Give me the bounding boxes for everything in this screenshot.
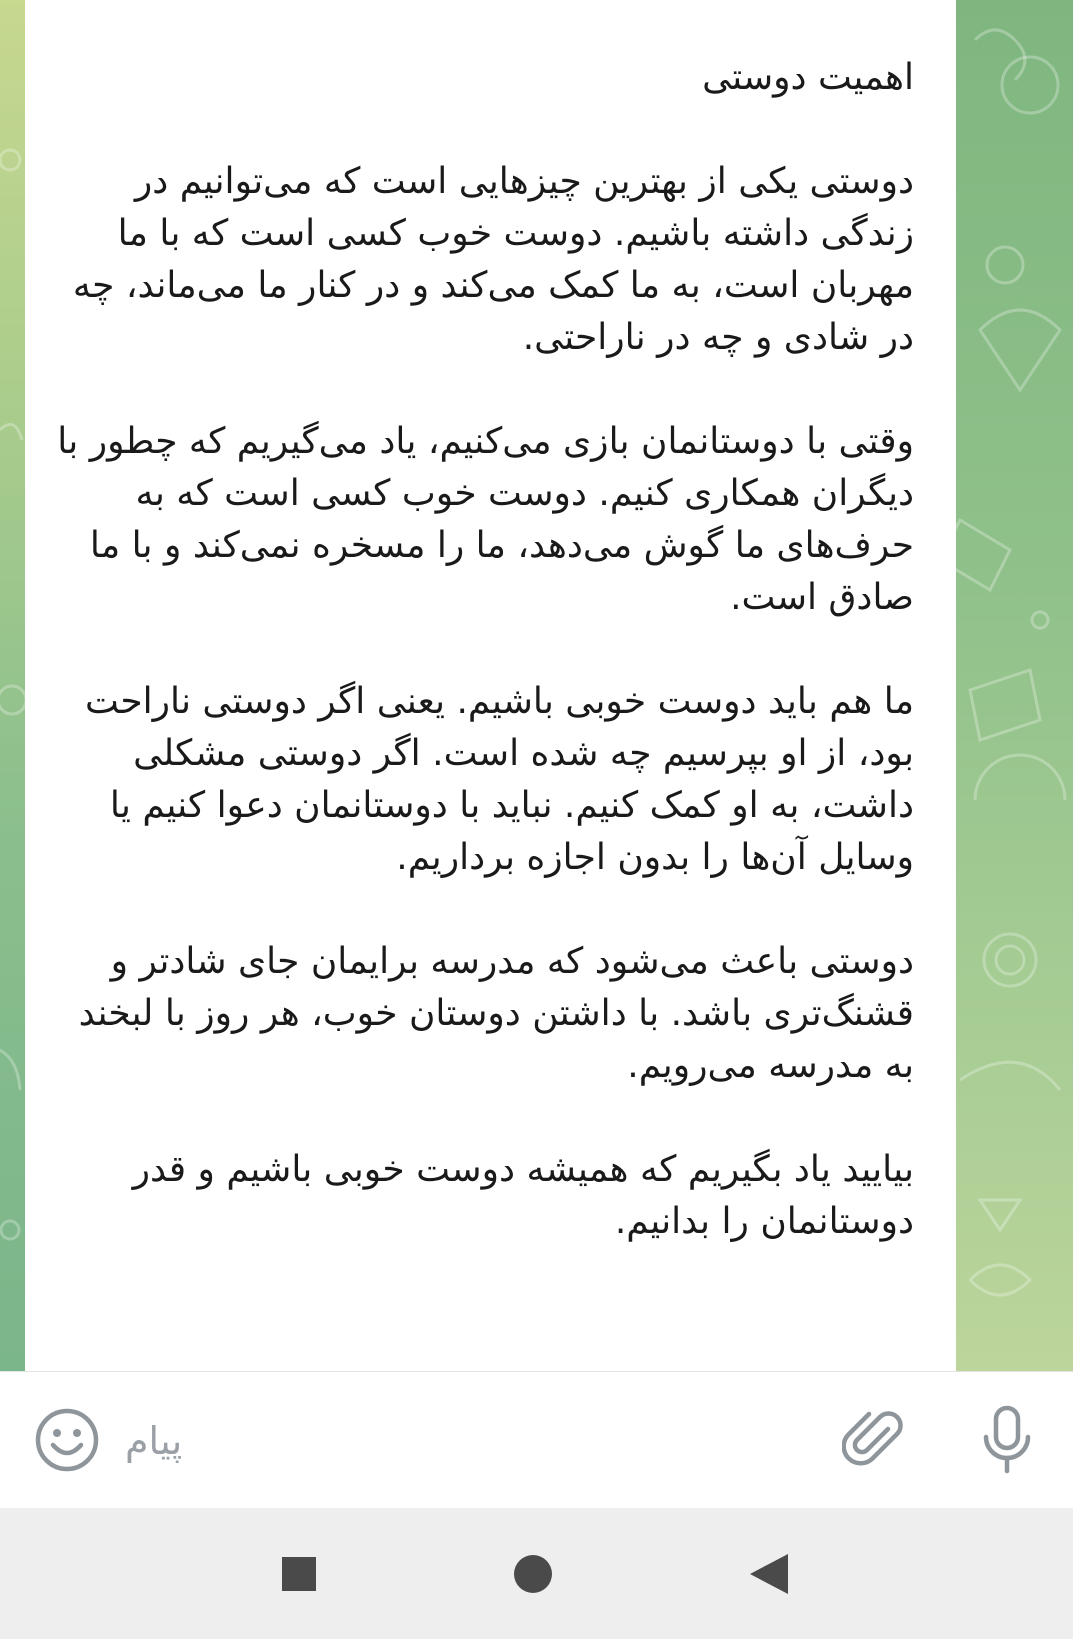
- emoji-button[interactable]: [32, 1405, 102, 1475]
- message-composer: [0, 1371, 1073, 1508]
- message-bubble[interactable]: [25, 0, 956, 1371]
- message-paragraph-4: دوستی باعث می‌شود که مدرسه برایمان جای شادتر و قشنگ‌تری باشد. با داشتن دوستان خوب، هر روز با لبخند به مدرسه می‌رویم.: [78, 941, 914, 1086]
- system-navigation-bar: [0, 1508, 1073, 1639]
- message-body: [54, 52, 914, 1300]
- microphone-icon: [979, 1404, 1035, 1476]
- square-recents-icon: [281, 1556, 317, 1592]
- home-button[interactable]: [507, 1548, 559, 1600]
- circle-home-icon: [513, 1554, 553, 1594]
- paperclip-icon: [842, 1407, 908, 1473]
- message-input[interactable]: [125, 1406, 815, 1476]
- message-title: اهمیت دوستی: [702, 57, 914, 98]
- smile-icon: [34, 1407, 100, 1473]
- recents-button[interactable]: [273, 1548, 325, 1600]
- back-button[interactable]: [743, 1548, 795, 1600]
- voice-record-button[interactable]: [972, 1402, 1042, 1478]
- attach-button[interactable]: [840, 1405, 910, 1475]
- message-paragraph-3: ما هم باید دوست خوبی باشیم. یعنی اگر دوستی ناراحت بود، از او بپرسیم چه شده است. اگر دوستی مشکلی داشت، به او کمک کنیم. نباید با دوستانمان دعوا کنیم یا وسایل آن‌ها را بدون اجازه برداریم.: [84, 681, 914, 878]
- message-paragraph-5: بیایید یاد بگیریم که همیشه دوست خوبی باشیم و قدر دوستانمان را بدانیم.: [132, 1149, 914, 1242]
- triangle-back-icon: [748, 1552, 790, 1596]
- message-paragraph-1: دوستی یکی از بهترین چیزهایی است که می‌توانیم در زندگی داشته باشیم. دوست خوب کسی است که با ما مهربان است، به ما کمک می‌کند و در کنار ما می‌ماند، چه در شادی و چه در ناراحتی.: [72, 161, 914, 358]
- message-paragraph-2: وقتی با دوستانمان بازی می‌کنیم، یاد می‌گیریم که چطور با دیگران همکاری کنیم. دوست خوب کسی است که به حرف‌های ما گوش می‌دهد، ما را مسخره نمی‌کند و با ما صادق است.: [57, 421, 914, 618]
